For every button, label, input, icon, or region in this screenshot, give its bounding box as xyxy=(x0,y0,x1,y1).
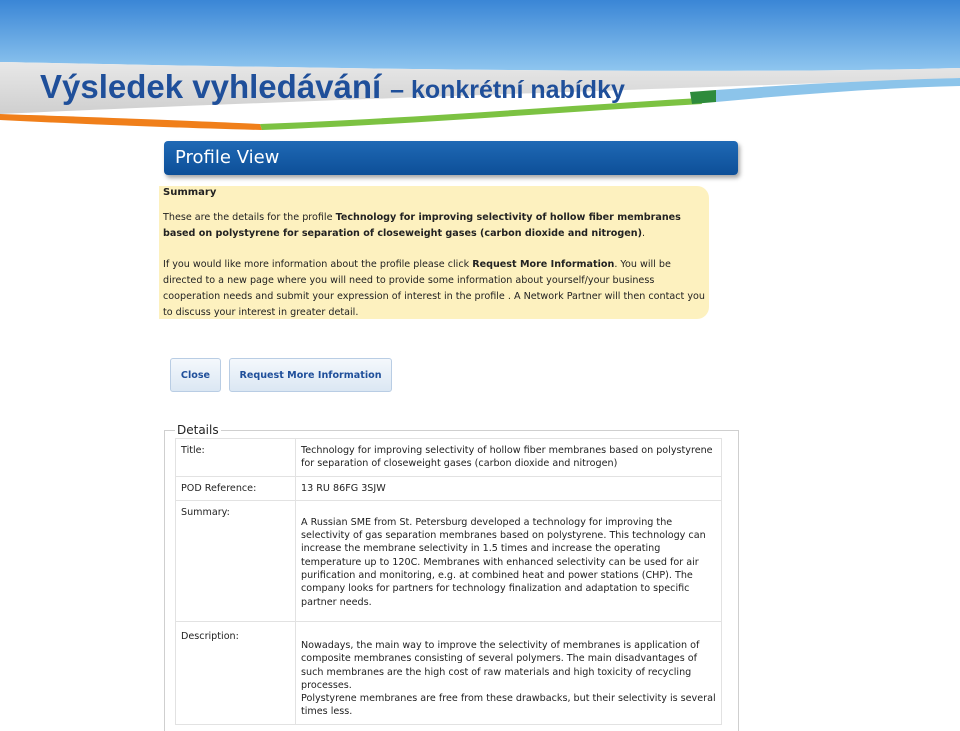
detail-label: POD Reference: xyxy=(176,476,296,500)
close-button[interactable]: Close xyxy=(170,358,221,392)
detail-label: Summary: xyxy=(176,500,296,621)
slide-title xyxy=(40,68,625,106)
slide-title-main: Výsledek vyhledávání xyxy=(40,68,382,105)
table-row xyxy=(176,500,722,621)
table-row xyxy=(176,439,722,477)
detail-value: A Russian SME from St. Petersburg developed a technology for improving the selectivity of gas separation membranes based on polystyrene. This technology can increase the membrane selectivity in 1.5 times and increase the operating temperature up to 120C. Membranes with enhanced selectivity can be used for air purification and monitoring, e.g. at combined heat and power stations (CHP). The company looks for partners for technology finalization and adaptation to specific partner needs. xyxy=(296,500,722,621)
summary-profile-name: Technology for improving selectivity of hollow fiber membranes based on polystyrene for separation of closeweight gases (carbon dioxide and nitrogen) xyxy=(163,212,681,239)
slide-title-sub: – konkrétní nabídky xyxy=(390,76,625,104)
summary-more-suffix: . You will be directed to a new page where you will need to provide some information about yourself/your business cooperation needs and submit your expression of interest in the profile . A Network Partner will then contact you to discuss your interest in greater detail. xyxy=(163,259,705,318)
summary-intro-prefix: These are the details for the profile xyxy=(163,212,336,223)
profile-view-title: Profile View xyxy=(175,147,280,168)
slide-header-decoration xyxy=(0,0,960,130)
request-more-information-button[interactable]: Request More Information xyxy=(229,358,392,392)
detail-value: 13 RU 86FG 3SJW xyxy=(296,476,722,500)
summary-heading: Summary xyxy=(163,187,217,198)
detail-value: Technology for improving selectivity of hollow fiber membranes based on polystyrene for separation of closeweight gases (carbon dioxide and nitrogen) xyxy=(296,439,722,477)
table-row xyxy=(176,476,722,500)
detail-value xyxy=(296,621,722,724)
table-row xyxy=(176,621,722,724)
profile-view-header xyxy=(164,141,738,175)
description-paragraph: Nowadays, the main way to improve the selectivity of membranes is application of composite membranes consisting of several polymers. The main disadvantages of such membranes are the high cost of raw materials and high toxicity of recycling processes. xyxy=(301,639,700,691)
details-legend: Details xyxy=(177,423,219,437)
description-paragraph: Polystyrene membranes are free from these drawbacks, but their selectivity is several times less. xyxy=(301,693,716,718)
summary-intro-suffix: . xyxy=(641,228,646,239)
detail-label: Description: xyxy=(176,621,296,724)
summary-intro xyxy=(163,210,708,242)
summary-more-info xyxy=(163,257,708,321)
details-table xyxy=(175,438,722,725)
summary-more-prefix: If you would like more information about the profile please click xyxy=(163,259,473,270)
summary-text xyxy=(163,210,708,321)
summary-request-link[interactable]: Request More Information xyxy=(472,259,615,270)
detail-label: Title: xyxy=(176,439,296,477)
